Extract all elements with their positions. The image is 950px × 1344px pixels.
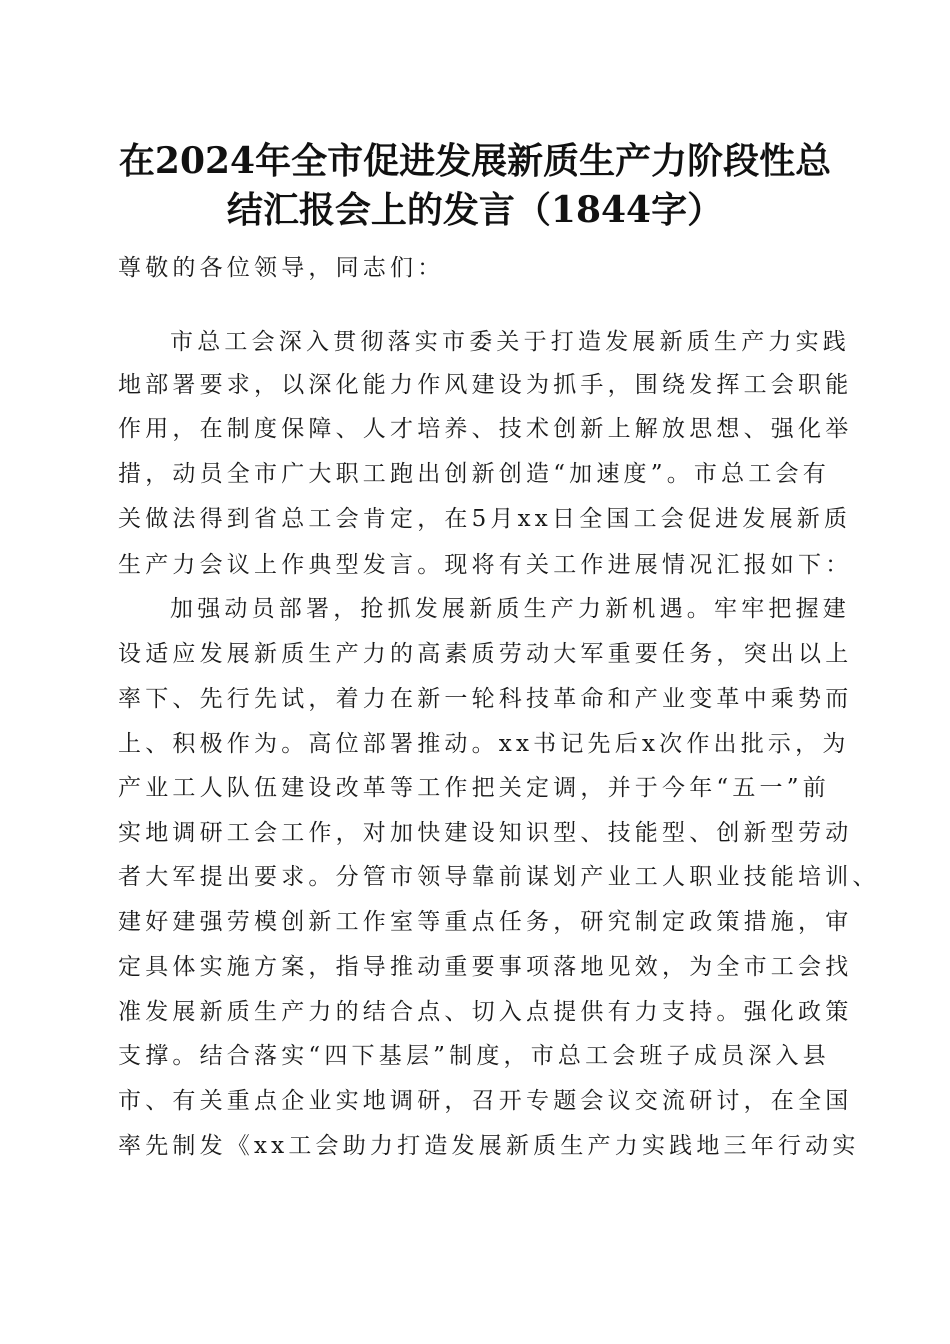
- paragraph-line: 加强动员部署，抢抓发展新质生产力新机遇。牢牢把握建: [170, 596, 850, 622]
- paragraph-line: 支撑。结合落实“四下基层”制度，市总工会班子成员深入县: [118, 1043, 830, 1069]
- paragraph-line: 建好建强劳模创新工作室等重点任务，研究制定政策措施，审: [118, 909, 853, 935]
- paragraph-line: 实地调研工会工作，对加快建设知识型、技能型、创新型劳动: [118, 820, 853, 846]
- document-title-line-1: 在2024年全市促进发展新质生产力阶段性总: [118, 140, 832, 182]
- paragraph-line: 定具体实施方案，指导推动重要事项落地见效，为全市工会找: [118, 954, 853, 980]
- paragraph-line: 市总工会深入贯彻落实市委关于打造发展新质生产力实践: [170, 329, 850, 355]
- paragraph-line: 准发展新质生产力的结合点、切入点提供有力支持。强化政策: [118, 999, 853, 1025]
- paragraph-line: 上、积极作为。高位部署推动。xx书记先后x次作出批示，为: [118, 731, 850, 757]
- document-title-line-2: 结汇报会上的发言（1844字）: [226, 189, 724, 231]
- paragraph-line: 者大军提出要求。分管市领导靠前谋划产业工人职业技能培训、: [118, 864, 880, 890]
- paragraph-line: 措，动员全市广大职工跑出创新创造“加速度”。市总工会有: [118, 461, 830, 487]
- paragraph-line: 生产力会议上作典型发言。现将有关工作进展情况汇报如下：: [118, 552, 853, 578]
- paragraph-line: 关做法得到省总工会肯定，在5月xx日全国工会促进发展新质: [118, 506, 852, 532]
- paragraph-line: 作用，在制度保障、人才培养、技术创新上解放思想、强化举: [118, 416, 853, 442]
- paragraph-line: 率先制发《xx工会助力打造发展新质生产力实践地三年行动实: [118, 1133, 860, 1159]
- salutation: 尊敬的各位领导，同志们：: [118, 255, 445, 281]
- paragraph-line: 率下、先行先试，着力在新一轮科技革命和产业变革中乘势而: [118, 686, 853, 712]
- paragraph-line: 设适应发展新质生产力的高素质劳动大军重要任务，突出以上: [118, 641, 853, 667]
- paragraph-line: 地部署要求，以深化能力作风建设为抓手，围绕发挥工会职能: [118, 372, 853, 398]
- paragraph-line: 产业工人队伍建设改革等工作把关定调，并于今年“五一”前: [118, 775, 830, 801]
- paragraph-line: 市、有关重点企业实地调研，召开专题会议交流研讨，在全国: [118, 1088, 853, 1114]
